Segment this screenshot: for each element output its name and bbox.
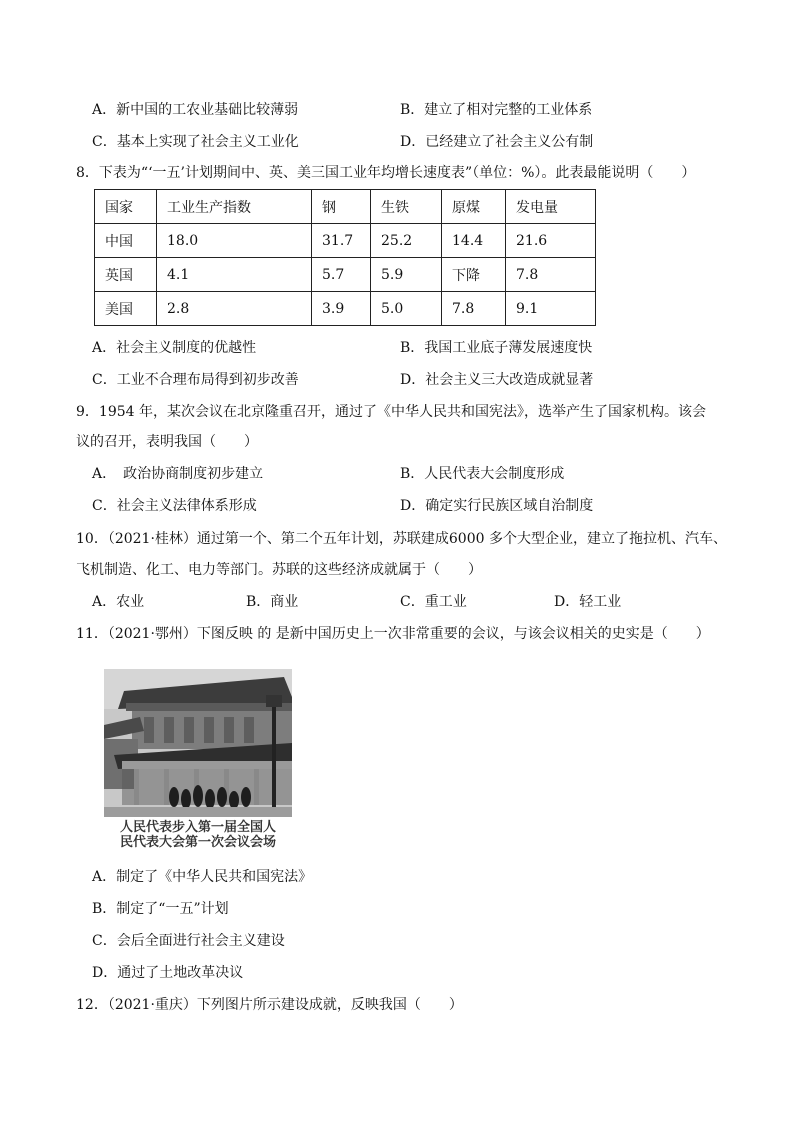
table-cell: 18.0: [157, 224, 312, 258]
q9-stem-line1: 9．1954 年，某次会议在北京隆重召开，通过了《中华人民共和国宪法》，选举产生了国家机构。该会: [76, 404, 706, 420]
q9-stem-line2: 议的召开，表明我国（ ）: [76, 434, 258, 450]
q11-stem: 11．（2021·鄂州）下图反映 的 是新中国历史上一次非常重要的会议，与该会议相关的史实是（ ）: [76, 626, 710, 642]
q9-option-b: B．人民代表大会制度形成: [400, 466, 565, 482]
q8-option-d: D．社会主义三大改造成就显著: [400, 372, 594, 388]
table-header-cell: 原煤: [442, 190, 506, 224]
table-cell: 25.2: [371, 224, 442, 258]
q7-option-b: B．建立了相对完整的工业体系: [400, 102, 593, 118]
q9-option-c: C．社会主义法律体系形成: [92, 498, 257, 514]
q10-stem-line1: 10．（2021·桂林）通过第一个、第二个五年计划，苏联建成6000 多个大型企业，建立了拖拉机、汽车、: [76, 531, 727, 547]
table-cell: 31.7: [312, 224, 371, 258]
table-cell: 5.7: [312, 258, 371, 292]
table-row: [95, 224, 596, 258]
table-cell: 5.9: [371, 258, 442, 292]
table-cell: 14.4: [442, 224, 506, 258]
table-header-cell: 钢: [312, 190, 371, 224]
growth-rate-table: [94, 189, 596, 326]
table-row: [95, 258, 596, 292]
q7-option-c: C．基本上实现了社会主义工业化: [92, 134, 299, 150]
q10-option-d: D．轻工业: [554, 594, 622, 610]
q7-option-a: A．新中国的工农业基础比较薄弱: [92, 102, 299, 118]
q8-option-a: A．社会主义制度的优越性: [92, 340, 257, 356]
table-cell: 7.8: [506, 258, 596, 292]
q11-option-c: C．会后全面进行社会主义建设: [92, 933, 285, 949]
table-cell: 下降: [442, 258, 506, 292]
photo-caption-line1: 人民代表步入第一届全国人: [119, 820, 276, 835]
table-cell: 美国: [95, 292, 157, 326]
q10-option-c: C．重工业: [400, 594, 467, 610]
table-cell: 7.8: [442, 292, 506, 326]
q10-option-b: B．商业: [246, 594, 299, 610]
q8-option-b: B．我国工业底子薄发展速度快: [400, 340, 593, 356]
q8-stem: 8．下表为“‘一五’计划期间中、英、美三国工业年均增长速度表”（单位：%）。此表最能说明（ ）: [76, 165, 696, 181]
q9-option-d: D．确定实行民族区域自治制度: [400, 498, 594, 514]
q10-stem-line2: 飞机制造、化工、电力等部门。苏联的这些经济成就属于（ ）: [76, 562, 482, 578]
q7-option-d: D．已经建立了社会主义公有制: [400, 134, 594, 150]
table-cell: 2.8: [157, 292, 312, 326]
q11-option-b: B．制定了“一五”计划: [92, 901, 229, 917]
table-header-cell: 生铁: [371, 190, 442, 224]
table-header-cell: 国家: [95, 190, 157, 224]
table-cell: 英国: [95, 258, 157, 292]
congress-hall-photo: [104, 669, 292, 817]
table-row: [95, 292, 596, 326]
q11-option-d: D．通过了土地改革决议: [92, 965, 244, 981]
table-cell: 5.0: [371, 292, 442, 326]
q8-option-c: C．工业不合理布局得到初步改善: [92, 372, 299, 388]
table-cell: 中国: [95, 224, 157, 258]
table-header-cell: 工业生产指数: [157, 190, 312, 224]
table-cell: 21.6: [506, 224, 596, 258]
table-header-row: [95, 190, 596, 224]
table-cell: 4.1: [157, 258, 312, 292]
q11-option-a: A．制定了《中华人民共和国宪法》: [92, 869, 313, 885]
q10-option-a: A．农业: [92, 594, 145, 610]
table-cell: 9.1: [506, 292, 596, 326]
q9-option-a: A． 政治协商制度初步建立: [92, 466, 264, 482]
table-cell: 3.9: [312, 292, 371, 326]
table-header-cell: 发电量: [506, 190, 596, 224]
photo-caption: [104, 820, 292, 850]
photo-caption-line2: 民代表大会第一次会议会场: [119, 835, 276, 850]
q12-stem: 12．（2021·重庆）下列图片所示建设成就，反映我国（ ）: [76, 997, 463, 1013]
